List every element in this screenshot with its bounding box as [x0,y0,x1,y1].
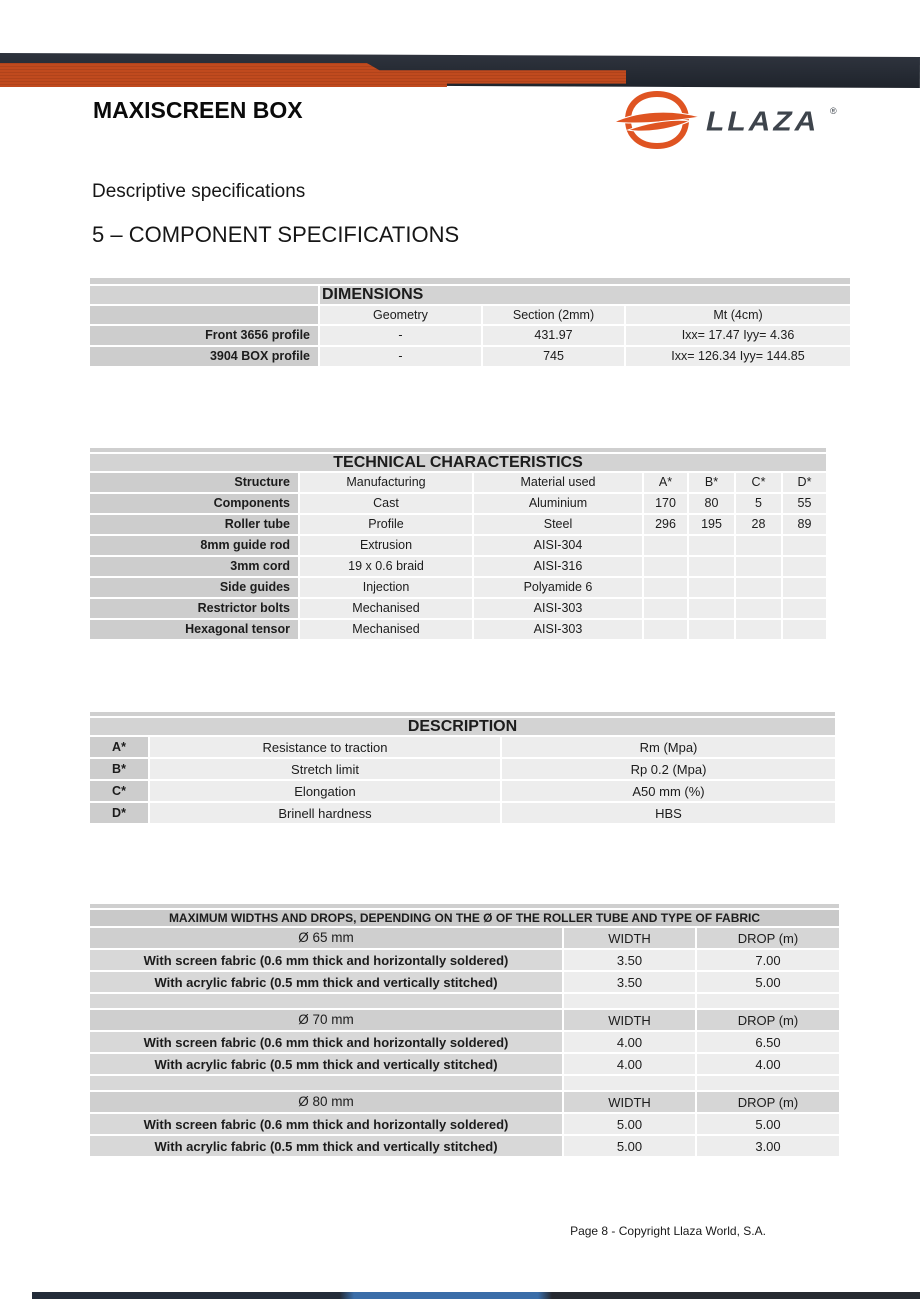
table-cell [644,578,687,597]
header-cell-c: C* [736,473,781,492]
table-cell [783,599,826,618]
table-cell [736,620,781,639]
table-cell [689,599,734,618]
table-cell: - [320,347,481,366]
table-cell: 170 [644,494,687,513]
table-cell [644,620,687,639]
spacer-cell [697,1076,839,1090]
table-cell: HBS [502,803,835,823]
maximum-widths-table [90,904,839,1156]
drop-value: 3.00 [697,1136,839,1156]
row-key: C* [90,781,148,801]
diameter-header: Ø 80 mm [90,1092,562,1112]
table-top-border [90,278,850,284]
footer-decorative-bar [32,1292,920,1299]
row-label: 8mm guide rod [90,536,298,555]
spacer-cell [90,1076,562,1090]
drop-value: 5.00 [697,972,839,992]
table-cell [783,536,826,555]
document-subtitle: Descriptive specifications [92,181,306,202]
table-cell: Mechanised [300,620,472,639]
registered-trademark-symbol: ® [830,106,837,116]
table-cell: A50 mm (%) [502,781,835,801]
table-cell: AISI-304 [474,536,642,555]
dimensions-table-title: DIMENSIONS [320,286,850,304]
table-cell [644,536,687,555]
table-cell: Rp 0.2 (Mpa) [502,759,835,779]
table-cell [783,578,826,597]
table-cell [644,599,687,618]
width-column-header: WIDTH [564,1092,695,1112]
diameter-header: Ø 65 mm [90,928,562,948]
row-key: D* [90,803,148,823]
maximum-widths-table-title: MAXIMUM WIDTHS AND DROPS, DEPENDING ON THE Ø OF THE ROLLER TUBE AND TYPE OF FABRIC [90,910,839,926]
header-cell-structure: Structure [90,473,298,492]
table-cell: 19 x 0.6 braid [300,557,472,576]
header-cell-d: D* [783,473,826,492]
llaza-logo [612,88,852,152]
table-cell: 5 [736,494,781,513]
description-table [90,712,835,823]
row-label: Front 3656 profile [90,326,318,345]
width-column-header: WIDTH [564,1010,695,1030]
fabric-row-label: With acrylic fabric (0.5 mm thick and vertically stitched) [90,972,562,992]
table-cell: AISI-316 [474,557,642,576]
table-cell: 55 [783,494,826,513]
llaza-brand-wordmark: LLAZA [706,106,820,137]
table-top-border [90,904,839,908]
header-cell-geometry: Geometry [320,306,481,324]
width-column-header: WIDTH [564,928,695,948]
fabric-row-label: With acrylic fabric (0.5 mm thick and vertically stitched) [90,1136,562,1156]
description-table-title: DESCRIPTION [90,718,835,735]
table-top-border [90,712,835,716]
width-value: 5.00 [564,1114,695,1134]
drop-value: 4.00 [697,1054,839,1074]
table-cell: Ixx= 126.34 Iyy= 144.85 [626,347,850,366]
section-heading: 5 – COMPONENT SPECIFICATIONS [92,222,460,247]
table-cell [736,599,781,618]
table-cell [689,578,734,597]
row-label: 3mm cord [90,557,298,576]
table-cell: 28 [736,515,781,534]
technical-table-title: TECHNICAL CHARACTERISTICS [90,454,826,471]
row-label: Restrictor bolts [90,599,298,618]
row-label: 3904 BOX profile [90,347,318,366]
table-cell: 431.97 [483,326,624,345]
page-footer-text: Page 8 - Copyright Llaza World, S.A. [570,1224,766,1238]
table-cell: Aluminium [474,494,642,513]
table-cell [736,578,781,597]
page-title: MAXISCREEN BOX [93,97,303,123]
header-cell-a: A* [644,473,687,492]
header-cell-mt: Mt (4cm) [626,306,850,324]
table-cell [689,557,734,576]
table-cell [783,620,826,639]
row-key: B* [90,759,148,779]
table-cell: Polyamide 6 [474,578,642,597]
spacer-cell [90,994,562,1008]
fabric-row-label: With acrylic fabric (0.5 mm thick and vertically stitched) [90,1054,562,1074]
table-cell [736,536,781,555]
table-cell: Extrusion [300,536,472,555]
table-cell: AISI-303 [474,599,642,618]
table-cell: - [320,326,481,345]
table-cell [689,536,734,555]
table-cell: Elongation [150,781,500,801]
width-value: 4.00 [564,1032,695,1052]
fabric-row-label: With screen fabric (0.6 mm thick and horizontally soldered) [90,950,562,970]
fabric-row-label: With screen fabric (0.6 mm thick and horizontally soldered) [90,1114,562,1134]
table-cell: Mechanised [300,599,472,618]
table-cell: Cast [300,494,472,513]
drop-column-header: DROP (m) [697,1092,839,1112]
table-cell: AISI-303 [474,620,642,639]
table-cell: Ixx= 17.47 Iyy= 4.36 [626,326,850,345]
title-row-empty-cell [90,286,318,304]
table-cell: 80 [689,494,734,513]
llaza-bird-emblem-icon [612,90,702,150]
width-value: 3.50 [564,972,695,992]
table-cell: Profile [300,515,472,534]
row-label: Hexagonal tensor [90,620,298,639]
drop-value: 6.50 [697,1032,839,1052]
header-cell-manufacturing: Manufacturing [300,473,472,492]
row-label: Side guides [90,578,298,597]
drop-column-header: DROP (m) [697,928,839,948]
row-key: A* [90,737,148,757]
spacer-cell [564,1076,695,1090]
header-cell-empty [90,306,318,324]
fabric-row-label: With screen fabric (0.6 mm thick and horizontally soldered) [90,1032,562,1052]
drop-column-header: DROP (m) [697,1010,839,1030]
table-cell: Injection [300,578,472,597]
table-cell: 745 [483,347,624,366]
table-cell [689,620,734,639]
technical-characteristics-table [90,448,826,639]
table-cell: Brinell hardness [150,803,500,823]
header-cell-b: B* [689,473,734,492]
table-top-border [90,448,826,452]
table-cell: Stretch limit [150,759,500,779]
table-cell: 195 [689,515,734,534]
table-cell [644,557,687,576]
row-label: Components [90,494,298,513]
table-cell: Resistance to traction [150,737,500,757]
table-cell: Steel [474,515,642,534]
width-value: 3.50 [564,950,695,970]
drop-value: 5.00 [697,1114,839,1134]
spacer-cell [697,994,839,1008]
header-cell-section: Section (2mm) [483,306,624,324]
drop-value: 7.00 [697,950,839,970]
row-label: Roller tube [90,515,298,534]
width-value: 4.00 [564,1054,695,1074]
table-cell [783,557,826,576]
table-cell [736,557,781,576]
header-band [0,53,920,93]
table-cell: Rm (Mpa) [502,737,835,757]
table-cell: 296 [644,515,687,534]
spacer-cell [564,994,695,1008]
width-value: 5.00 [564,1136,695,1156]
header-cell-material: Material used [474,473,642,492]
dimensions-table [90,278,850,366]
diameter-header: Ø 70 mm [90,1010,562,1030]
table-cell: 89 [783,515,826,534]
